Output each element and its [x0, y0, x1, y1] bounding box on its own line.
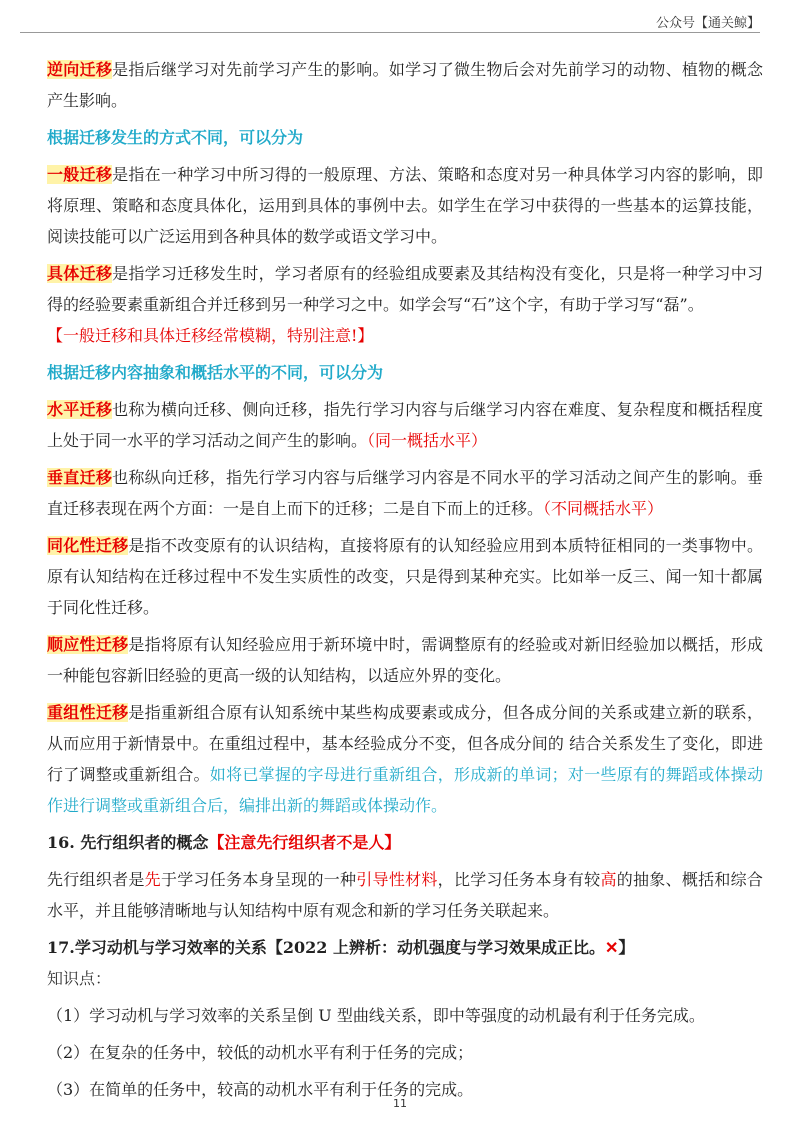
note-general-specific: 【一般迁移和具体迁移经常模糊，特别注意!】	[47, 326, 374, 345]
paragraph-recombination-transfer	[47, 697, 763, 821]
heading-by-abstraction: 根据迁移内容抽象和概括水平的不同，可以分为	[47, 363, 384, 382]
note-vertical: （不同概括水平）	[543, 499, 664, 518]
term-horizontal-transfer: 水平迁移	[47, 400, 113, 419]
example-recombination: 如将已掌握的字母进行重新组合，形成新的单词；对一些原有的舞蹈或体操动作进行调整或重新组合后，编排出新的舞蹈或体操动作。	[47, 765, 763, 815]
text-reverse-transfer: 是指后继学习对先前学习产生的影响。如学习了微生物后会对先前学习的动物、植物的概念产生影响。	[47, 60, 763, 110]
paragraph-specific-transfer	[47, 258, 763, 320]
term-accommodation-transfer: 顺应性迁移	[47, 635, 129, 654]
term-recombination-transfer: 重组性迁移	[47, 703, 129, 722]
text-accommodation-transfer: 是指将原有认知经验应用于新环境中时，需调整原有的经验或对新旧经验加以概括，形成一种能包容新旧经验的更高一级的认知结构，以适应外界的变化。	[47, 635, 763, 685]
s16-text-1: 先行组织者是	[47, 870, 145, 889]
cross-mark-icon: ✕	[604, 938, 619, 957]
section-16-note: 【注意先行组织者不是人】	[208, 833, 401, 852]
page-header	[20, 10, 760, 33]
text-horizontal-transfer: 也称为横向迁移、侧向迁移，指先行学习内容与后继学习内容在难度、复杂程度和概括程度上处于同一水平的学习活动之间产生的影响。	[47, 400, 763, 450]
s16-highlight-3: 高	[600, 870, 617, 889]
paragraph-vertical-transfer	[47, 462, 763, 524]
section-16-title-text: 16. 先行组织者的概念	[47, 833, 209, 852]
s16-highlight-2: 引导性材料	[356, 870, 438, 889]
s16-text-2: 于学习任务本身呈现的一种	[160, 870, 357, 889]
term-specific-transfer: 具体迁移	[47, 264, 113, 283]
s16-text-4: 的抽象、概括和综合水平，并且能够清晰地与认知结构中原有观念和新的学习任务关联起来。	[47, 870, 763, 920]
section-17-title	[47, 932, 763, 963]
knowledge-point-item: （1）学习动机与学习效率的关系呈倒 U 型曲线关系，即中等强度的动机最有利于任务完成。	[47, 1006, 705, 1025]
term-vertical-transfer: 垂直迁移	[47, 468, 113, 487]
page-number: 11	[393, 1097, 407, 1110]
s16-highlight-1: 先	[144, 870, 161, 889]
section-17-title-text: 17.学习动机与学习效率的关系【2022 上辨析：动机强度与学习效果成正比。	[47, 938, 605, 957]
text-assimilation-transfer: 是指不改变原有的认识结构，直接将原有的认知经验应用到本质特征相同的一类事物中。原有认知结构在迁移过程中不发生实质性的改变，只是得到某种充实。比如举一反三、闻一知十都属于同化性迁移。	[47, 536, 763, 617]
knowledge-point-item: （3）在简单的任务中，较高的动机水平有利于任务的完成。	[47, 1080, 474, 1099]
term-assimilation-transfer: 同化性迁移	[47, 536, 129, 555]
s16-text-3: ，比学习任务本身有较	[437, 870, 601, 889]
knowledge-point-label: 知识点：	[47, 969, 112, 988]
paragraph-reverse-transfer	[47, 54, 763, 116]
text-specific-transfer: 是指学习迁移发生时，学习者原有的经验组成要素及其结构没有变化，只是将一种学习中习得的经验要素重新组合并迁移到另一种学习之中。如学会写“石”这个字，有助于学习写“磊”。	[47, 264, 763, 314]
section-17-title-close: 】	[618, 938, 635, 957]
term-reverse-transfer: 逆向迁移	[47, 60, 113, 79]
header-text: 公众号【通关鲸】	[655, 16, 760, 31]
text-general-transfer: 是指在一种学习中所习得的一般原理、方法、策略和态度对另一种具体学习内容的影响，即将原理、策略和态度具体化，运用到具体的事例中去。如学生在学习中获得的一些基本的运算技能，阅读技能可以广泛运用到各种具体的数学或语文学习中。	[47, 165, 763, 246]
section-16-title	[47, 827, 763, 858]
paragraph-horizontal-transfer	[47, 394, 763, 456]
section-16-body	[47, 864, 763, 926]
paragraph-assimilation-transfer	[47, 530, 763, 623]
paragraph-accommodation-transfer	[47, 629, 763, 691]
text-vertical-transfer: 也称纵向迁移，指先行学习内容与后继学习内容是不同水平的学习活动之间产生的影响。垂直迁移表现在两个方面：一是自上而下的迁移；二是自下而上的迁移。	[47, 468, 763, 518]
paragraph-general-transfer	[47, 159, 763, 252]
text-recombination-transfer: 是指重新组合原有认知系统中某些构成要素或成分，但各成分间的关系或建立新的联系，从而应用于新情景中。在重组过程中，基本经验成分不变，但各成分间的 结合关系发生了变化，即进行了调整或重新组合。	[47, 703, 763, 784]
note-horizontal: （同一概括水平）	[367, 431, 488, 450]
heading-by-method: 根据迁移发生的方式不同，可以分为	[47, 128, 304, 147]
document-body	[47, 54, 763, 1105]
knowledge-point-item: （2）在复杂的任务中，较低的动机水平有利于任务的完成；	[47, 1043, 474, 1062]
term-general-transfer: 一般迁移	[47, 165, 113, 184]
